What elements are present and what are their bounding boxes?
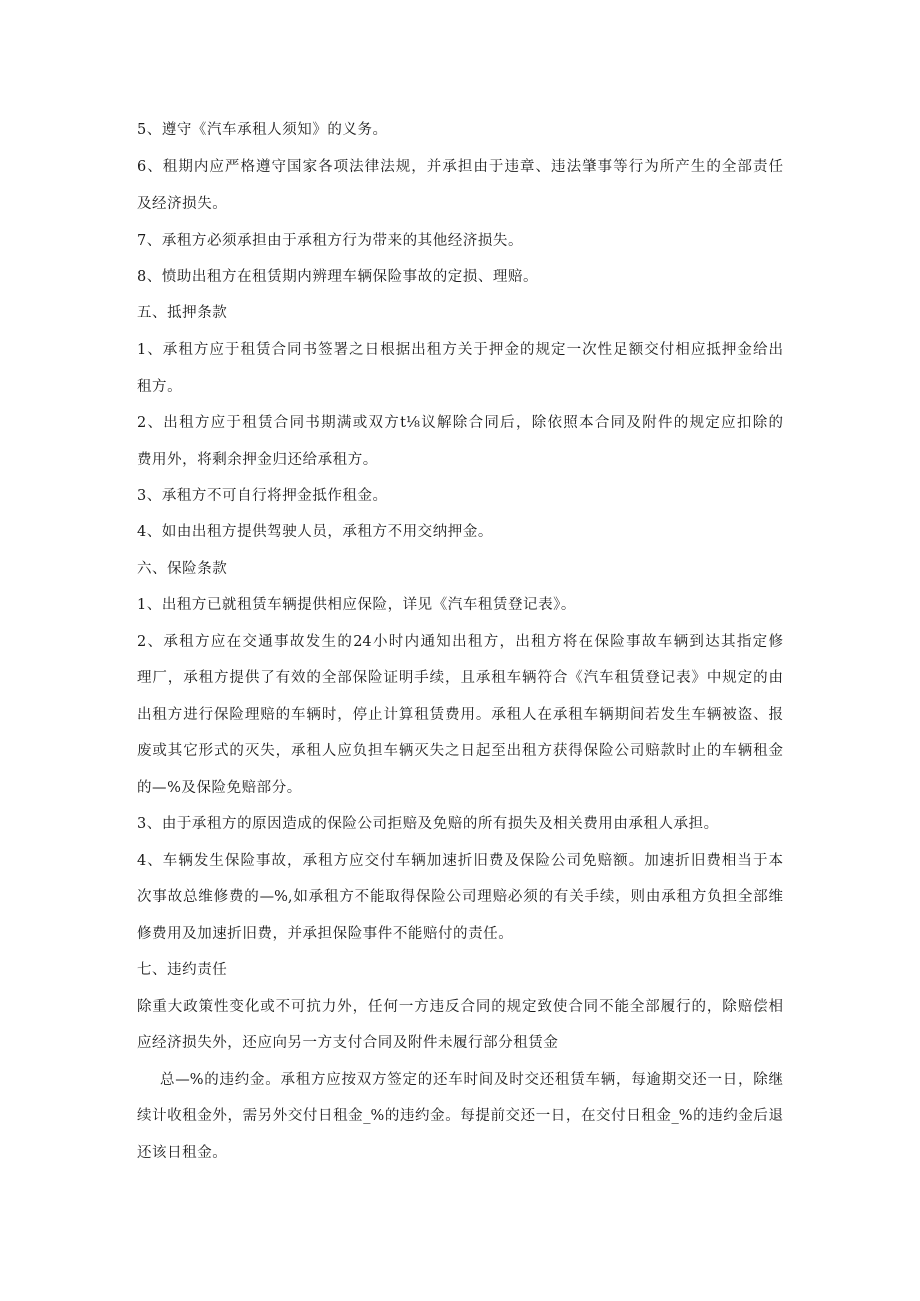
- paragraph-line: 出租方进行保险理赔的车辆时，停止计算租赁费用。承租人在承租车辆期间若发生车辆被盗、报: [137, 707, 783, 723]
- paragraph-line: 3、承租方不可自行将押金抵作租金。: [137, 488, 388, 504]
- paragraph-line: 4、车辆发生保险事故，承租方应交付车辆加速折旧费及保险公司免赔额。加速折旧费相当于本: [137, 853, 783, 869]
- paragraph-line: 7、承租方必须承担由于承租方行为带来的其他经济损失。: [137, 233, 524, 249]
- paragraph-line: 1、承租方应于租赁合同书签署之日根据出租方关于押金的规定一次性足额交付相应抵押金给出: [137, 342, 783, 358]
- paragraph-line: 续计收租金外，需另外交付日租金_%的违约金。每提前交还一日，在交付日租金_%的违约金后退: [137, 1108, 783, 1124]
- paragraph-line: 的—%及保险免赔部分。: [137, 780, 302, 796]
- section-heading: 五、抵押条款: [137, 305, 228, 321]
- paragraph-line: 还该日租金。: [137, 1145, 228, 1161]
- paragraph-line: 除重大政策性变化或不可抗力外，任何一方违反合同的规定致使合同不能全部履行的，除赔偿相: [137, 999, 783, 1015]
- paragraph-line: 费用外，将剩余押金归还给承租方。: [137, 452, 378, 468]
- paragraph-line: 总—%的违约金。承租方应按双方签定的还车时间及时交还租赁车辆，每逾期交还一日，除继: [160, 1072, 783, 1088]
- paragraph-line: 及经济损失。: [137, 196, 228, 212]
- paragraph-line: 修费用及加速折旧费，并承担保险事件不能赔付的责任。: [137, 926, 514, 942]
- paragraph-line: 3、由于承租方的原因造成的保险公司拒赔及免赔的所有损失及相关费用由承租人承担。: [137, 816, 719, 832]
- paragraph-line: 应经济损失外，还应向另一方支付合同及附件未履行部分租赁金: [137, 1035, 559, 1051]
- paragraph-line: 6、租期内应严格遵守国家各项法律法规，并承担由于违章、违法肇事等行为所产生的全部责任: [137, 159, 783, 175]
- paragraph-line: 5、遵守《汽车承租人须知》的义务。: [137, 122, 388, 138]
- paragraph-line: 2、出租方应于租赁合同书期满或双方t⅛议解除合同后，除依照本合同及附件的规定应扣除的: [137, 415, 783, 431]
- paragraph-line: 2、承租方应在交通事故发生的24小时内通知出租方，出租方将在保险事故车辆到达其指定修: [137, 634, 783, 650]
- section-heading: 七、违约责任: [137, 962, 228, 978]
- paragraph-line: 理厂，承租方提供了有效的全部保险证明手续，且承租车辆符合《汽车租赁登记表》中规定的由: [137, 670, 783, 686]
- paragraph-line: 4、如由出租方提供驾驶人员，承租方不用交纳押金。: [137, 524, 493, 540]
- paragraph-line: 租方。: [137, 379, 183, 395]
- paragraph-line: 废或其它形式的灭失，承租人应负担车辆灭失之日起至出租方获得保险公司赔款时止的车辆租金: [137, 743, 783, 759]
- paragraph-line: 8、愤助出租方在租赁期内辨理车辆保险事故的定损、理赔。: [137, 269, 539, 285]
- section-heading: 六、保险条款: [137, 561, 228, 577]
- paragraph-line: 1、出租方已就租赁车辆提供相应保险，详见《汽车租赁登记表》。: [137, 597, 576, 613]
- paragraph-line: 次事故总维修费的—%,如承租方不能取得保险公司理赔必须的有关手续，则由承租方负担全部维: [137, 889, 783, 905]
